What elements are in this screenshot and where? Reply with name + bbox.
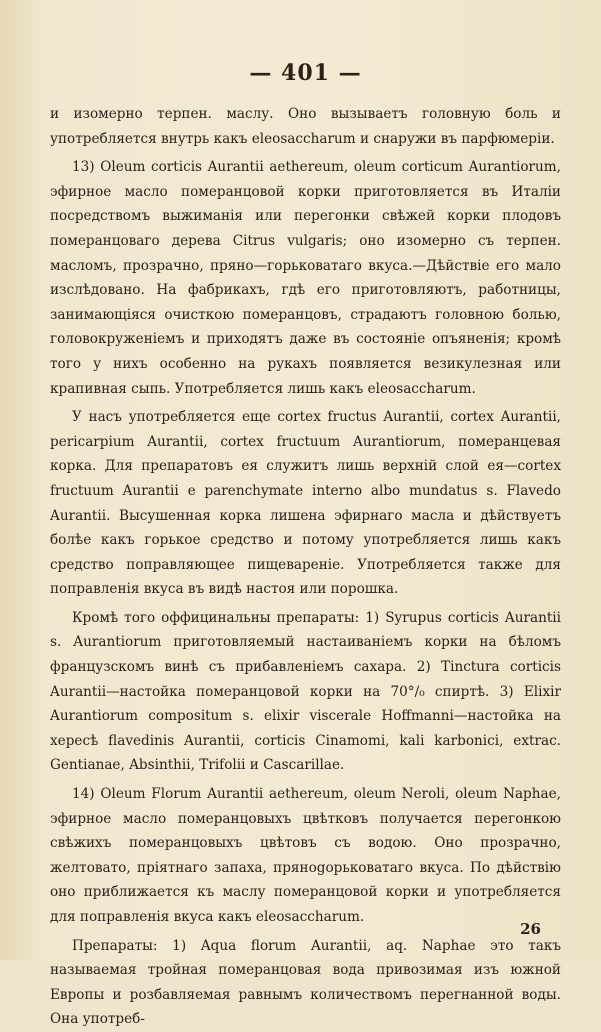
paragraph-preparations-aqua: Препараты: 1) Aqua florum Aurantii, aq. Naphae это такъ называемая тройная померанцовая вода привозимая изъ южной Европы и розбавляемая равнымъ количествомъ перегнанной воды. Она употреб-: [50, 937, 561, 1028]
paragraph-oleum-corticis: 13) Oleum corticis Aurantii aethereum, oleum corticum Aurantiorum, эфирное масло померанцовой корки приготовляется въ Италіи посредствомъ выжиманія или перегонки свѣжей корки плодовъ померанцоваго дерева Citrus vulgaris; оно изомерно съ терпен. масломъ, прозрачно, пряно—горьковатаго вкуса.—Дѣйствіе его мало изслѣдовано. На фабрикахъ, гдѣ его приготовляютъ, работницы, занимающіяся очисткою померанцовъ, страдаютъ головною болью, головокруженіемъ и приходятъ даже въ состояніе опъяненія; кромѣ того у нихъ особенно на рукахъ появляется везикулезная или крапивная сыпь. Употребляется лишь какъ eleosaccharum.: [50, 159, 561, 397]
paragraph-preparations: Кромѣ того оффицинальны препараты: 1) Syrupus corticis Aurantii s. Aurantiorum приготовляемый настаиваніемъ корки на бѣломъ французскомъ винѣ съ прибавленіемъ сахара. 2) Tinctura corticis Aurantii—настойка померанцовой корки на 70°/₀ спиртѣ. 3) Elixir Aurantiorum compositum s. elixir viscerale Hoffmanni—настойка на хересѣ flavedinis Aurantii, corticis Cinamomi, kali karbonici, extrac. Gentianae, Absinthii, Trifolii и Cascarillae.: [50, 609, 561, 774]
paragraph-oleum-florum: 14) Oleum Florum Aurantii aethereum, oleum Neroli, oleum Naphae, эфирное масло померанцовыхъ цвѣтковъ получается перегонкою свѣжихъ померанцовыхъ цвѣтовъ съ водою. Оно прозрачно, желтовато, пріятнаго запаха, прянogорьковатаго вкуса. По дѣйствію оно приближается къ маслу померанцовой корки и употребляется для поправленія вкуса какъ eleosaccharum.: [50, 786, 561, 925]
paragraph-cortex-fructus: У насъ употребляется еще cortex fructus Aurantii, cortex Aurantii, pericarpium Aurantii, cortex fructuum Aurantiorum, померанцевая корка. Для препаратовъ ея служитъ лишь верхній слой ея—cortex fructuum Aurantii e parenchymate interno albo mundatus s. Flavedo Aurantii. Высушенная корка лишена эфирнаго масла и дѣйствуетъ болѣе какъ горькое средство и потому употребляется лишь какъ средство поправляющее пищевареніе. Употребляется также для поправленія вкуса въ видѣ настоя или порошка.: [50, 409, 561, 598]
paragraph-continuation: и изомерно терпен. маслу. Оно вызываетъ головную боль и употребляется внутрь какъ eleosaccharum и снаружи въ парфюмеріи.: [50, 106, 561, 147]
page-body: [50, 102, 561, 1032]
page-number: — 401 —: [249, 60, 362, 86]
printer-signature: 26: [520, 920, 541, 938]
